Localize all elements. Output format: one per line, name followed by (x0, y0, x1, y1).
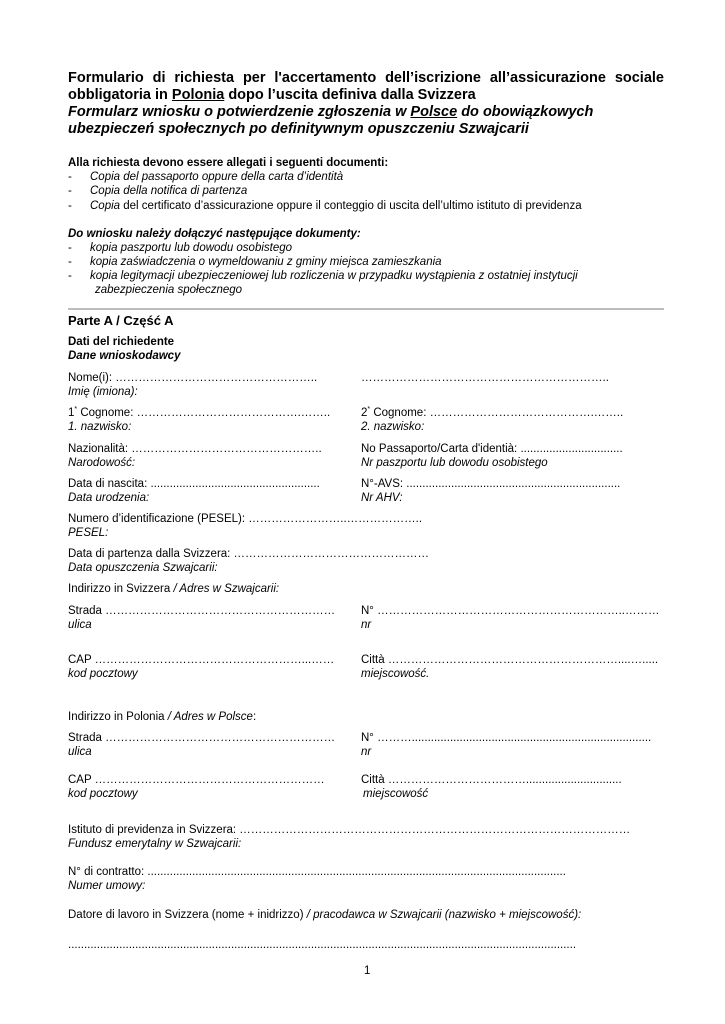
list-dash: - (68, 171, 72, 183)
first-name-field[interactable]: Nome(i): …………………………………………….. (68, 372, 318, 384)
polish-street-label-pl: ulica (68, 746, 92, 758)
pension-fund-field[interactable]: Istituto di previdenza in Svizzera: ………………………………………………………………………………………… (68, 824, 631, 836)
field-label: Cognome: …………………………………….…….. (77, 407, 331, 419)
list-dash: - (68, 200, 72, 212)
title-text: dopo l’uscita definiva dalla Svizzera (224, 87, 476, 103)
list-text: Copia della notifica di partenza (90, 185, 248, 197)
heading-pl: / Adres w Polsce (164, 711, 253, 723)
title-country: Polonia (171, 87, 225, 103)
heading-pl: / Adres w Szwajcarii: (170, 583, 280, 595)
applicant-heading-it: Dati del richiedente (68, 336, 175, 348)
swiss-address-heading (68, 582, 279, 596)
heading-colon: : (252, 711, 257, 723)
heading-it: Indirizzo in Svizzera (68, 583, 171, 595)
title-text: obbligatoria in (68, 87, 172, 103)
list-item (68, 241, 293, 255)
nationality-label-pl: Narodowość: (68, 457, 136, 469)
polish-house-number-label-pl: nr (361, 746, 372, 758)
field-number: 1 (68, 407, 75, 419)
field-number: 2 (361, 407, 368, 419)
passport-field[interactable]: No Passaporto/Carta d'identià: ................................ (361, 443, 623, 455)
list-text (90, 199, 582, 213)
swiss-street-field[interactable]: Strada …………………………………………………… (68, 605, 336, 617)
documents-it-heading: Alla richiesta devono essere allegati i seguenti documenti: (68, 157, 389, 169)
birth-date-label-pl: Data urodzenia: (68, 492, 150, 504)
departure-date-label-pl: Data opuszczenia Szwajcarii: (68, 562, 218, 574)
list-text: Copia del passaporto oppure della carta d’identità (90, 171, 344, 183)
page-number: 1 (364, 965, 371, 977)
title-it-line1: Formulario di richiesta per l'accertamento dell’iscrizione all’assicurazione sociale (68, 70, 664, 86)
list-item (68, 199, 582, 213)
swiss-street-label-pl: ulica (68, 619, 92, 631)
polish-postcode-field[interactable]: CAP …………………………………………………… (68, 774, 325, 786)
list-item (68, 255, 442, 269)
surname-2-label-pl: 2. nazwisko: (361, 421, 425, 433)
list-dash: - (68, 185, 72, 197)
list-text: kopia paszportu lub dowodu osobistego (90, 242, 293, 254)
list-text: kopia zaświadczenia o wymeldowaniu z gminy miejsca zamieszkania (90, 256, 442, 268)
swiss-house-number-label-pl: nr (361, 619, 372, 631)
title-text: do obowiązkowych (457, 104, 594, 120)
polish-street-field[interactable]: Strada …………………………………………………… (68, 732, 336, 744)
employer-field[interactable]: ............................................................................................................................................................... (68, 939, 577, 951)
surname-1-field[interactable] (68, 406, 330, 420)
contract-number-label-pl: Numer umowy: (68, 880, 146, 892)
asterisk: * (367, 406, 371, 414)
surname-1-label-pl: 1. nazwisko: (68, 421, 132, 433)
list-item-continuation: zabezpieczenia społecznego (95, 284, 243, 296)
polish-city-label-pl: miejscowość (363, 788, 429, 800)
list-dash: - (68, 242, 72, 254)
first-name-field-2[interactable]: ……………………………………………………….. (361, 372, 609, 384)
heading-it: Datore di lavoro in Svizzera (nome + inidrizzo) (68, 909, 304, 921)
first-name-label-pl: Imię (imiona): (68, 386, 138, 398)
field-label: Cognome: …………………………………….…….. (370, 407, 624, 419)
pension-fund-label-pl: Fundusz emerytalny w Szwajcarii: (68, 838, 242, 850)
avs-field[interactable]: N°-AVS: ................................................................... (361, 478, 621, 490)
avs-label-pl: Nr AHV: (361, 492, 403, 504)
part-a-heading: Parte A / Część A (68, 313, 174, 328)
applicant-heading-pl: Dane wnioskodawcy (68, 350, 181, 362)
section-divider (68, 308, 664, 310)
title-text: Formularz wniosku o potwierdzenie zgłoszenia w (68, 104, 411, 120)
swiss-city-field[interactable]: Città ……………………………………………………....…..... (361, 654, 659, 666)
asterisk: * (74, 406, 78, 414)
pesel-label-pl: PESEL: (68, 527, 109, 539)
nationality-field[interactable]: Nazionalità: ………………………………………….. (68, 443, 322, 455)
title-pl-line2: ubezpieczeń społecznych po definitywnym opuszczeniu Szwajcarii (68, 121, 529, 137)
list-prefix: Copia (90, 200, 121, 212)
employer-heading (68, 908, 581, 922)
list-dash: - (68, 256, 72, 268)
polish-city-field[interactable]: Città ……………………………….............................. (361, 774, 622, 786)
swiss-house-number-field[interactable]: N° ………………………………………………………..……… (361, 605, 660, 617)
swiss-postcode-field[interactable]: CAP ………………………………………………...…… (68, 654, 335, 666)
passport-label-pl: Nr paszportu lub dowodu osobistego (361, 457, 548, 469)
pesel-field[interactable]: Numero d’identificazione (PESEL): ……………………..……………….. (68, 513, 423, 525)
heading-it: Indirizzo in Polonia (68, 711, 165, 723)
list-item (68, 269, 578, 283)
list-text: kopia legitymacji ubezpieczeniowej lub rozliczenia w przypadku wystąpienia z ostatniej instytucji (90, 270, 578, 282)
title-it-line2 (68, 87, 476, 104)
surname-2-field[interactable] (361, 406, 623, 420)
title-pl-line1 (68, 104, 593, 121)
polish-house-number-field[interactable]: N° ………........................................................................... (361, 732, 652, 744)
list-item (68, 184, 248, 198)
contract-number-field[interactable]: N° di contratto: ................................................................................................................................... (68, 866, 566, 878)
birth-date-field[interactable]: Data di nascita: ..................................................... (68, 478, 320, 490)
departure-date-field[interactable]: Data di partenza dalla Svizzera: …………………………………………… (68, 548, 430, 560)
polish-address-heading (68, 710, 256, 724)
list-item (68, 170, 344, 184)
heading-pl: / pracodawca w Szwajcarii (nazwisko + miejscowość): (303, 909, 582, 921)
polish-postcode-label-pl: kod pocztowy (68, 788, 138, 800)
documents-pl-heading: Do wniosku należy dołączyć następujące dokumenty: (68, 228, 361, 240)
list-dash: - (68, 270, 72, 282)
title-country: Polsce (410, 104, 458, 120)
swiss-postcode-label-pl: kod pocztowy (68, 668, 138, 680)
swiss-city-label-pl: miejscowość. (361, 668, 430, 680)
list-text-rest: del certificato d’assicurazione oppure il conteggio di uscita dell’ultimo istituto di previdenza (120, 200, 582, 212)
